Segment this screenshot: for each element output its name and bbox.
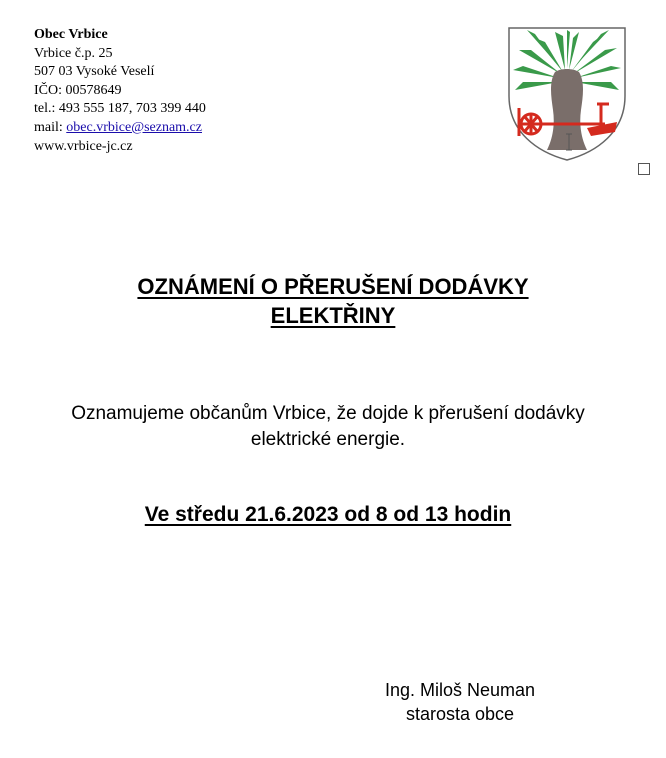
header-address-block	[34, 26, 206, 156]
ico-line: IČO: 00578649	[34, 82, 122, 98]
mail-label: mail:	[34, 119, 67, 135]
body-line-1: Oznamujeme občanům Vrbice, že dojde k přerušení dodávky	[71, 403, 585, 424]
email-link[interactable]: obec.vrbice@seznam.cz	[66, 119, 202, 135]
title-line-2: ELEKTŘINY	[270, 303, 396, 328]
outage-date	[0, 503, 656, 527]
body-line-2: elektrické energie.	[250, 429, 406, 450]
signature-block	[360, 678, 560, 726]
signatory-name: Ing. Miloš Neuman	[384, 680, 536, 700]
phone-line: tel.: 493 555 187, 703 399 440	[34, 101, 206, 117]
address-line-2: 507 03 Vysoké Veselí	[34, 64, 155, 80]
signatory-role: starosta obce	[405, 704, 515, 724]
village-coat-of-arms-icon	[505, 24, 629, 162]
object-anchor-icon[interactable]	[638, 163, 650, 175]
announcement-body	[0, 401, 656, 453]
address-line-1: Vrbice č.p. 25	[34, 45, 113, 61]
mail-line	[34, 119, 206, 138]
organization-name: Obec Vrbice	[34, 27, 108, 42]
website-line: www.vrbice-jc.cz	[34, 138, 133, 154]
announcement-title	[0, 272, 666, 330]
outage-date-text: Ve středu 21.6.2023 od 8 od 13 hodin	[144, 503, 512, 526]
title-line-1: OZNÁMENÍ O PŘERUŠENÍ DODÁVKY	[137, 274, 529, 299]
